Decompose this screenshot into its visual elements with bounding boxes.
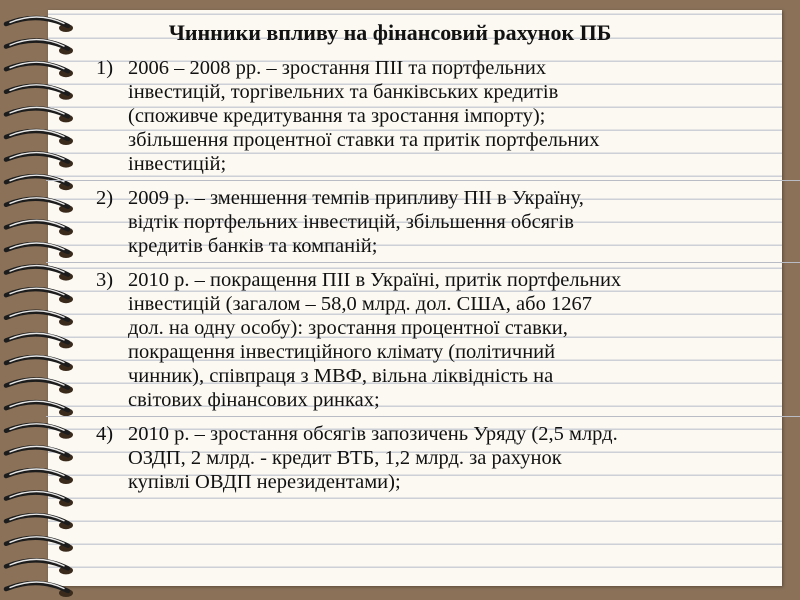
binding-ring	[6, 85, 73, 100]
item-text-line: кредитів банків та компаній;	[128, 235, 378, 257]
binding-ring	[6, 559, 73, 574]
item-number: 4)	[96, 423, 114, 445]
binding-ring	[6, 243, 73, 258]
binding-ring	[6, 356, 73, 371]
list-item	[96, 422, 786, 494]
item-text-line: світових фінансових ринках;	[128, 389, 380, 411]
item-text-line: 2006 – 2008 рр. – зростання ПІІ та портфельних	[128, 57, 547, 79]
item-text-line: 2010 р. – покращення ПІІ в Україні, притік портфельних	[128, 269, 622, 291]
item-text-line: 2010 р. – зростання обсягів запозичень Уряду (2,5 млрд.	[128, 423, 618, 445]
binding-ring	[6, 469, 73, 484]
list-item	[96, 268, 786, 412]
item-divider	[46, 262, 800, 263]
item-text-line: чинник), співпраця з МВФ, вільна ліквідність на	[128, 365, 554, 387]
item-divider	[46, 180, 800, 181]
item-number: 3)	[96, 269, 114, 291]
item-text-line: інвестицій, торгівельних та банківських кредитів	[128, 81, 559, 103]
binding-ring	[6, 153, 73, 168]
list-item	[96, 56, 786, 176]
item-text-line: збільшення процентної ставки та притік портфельних	[128, 129, 600, 151]
binding-ring	[6, 311, 73, 326]
binding-ring	[6, 107, 73, 122]
binding-ring	[6, 537, 73, 552]
binding-ring	[6, 492, 73, 507]
factors-list	[96, 56, 786, 494]
spiral-binding-icon	[0, 0, 90, 600]
item-text-line: (споживче кредитування та зростання імпорту);	[128, 105, 546, 127]
item-text-line: 2009 р. – зменшення темпів припливу ПІІ в Україну,	[128, 187, 584, 209]
binding-ring	[6, 333, 73, 348]
binding-ring	[6, 401, 73, 416]
binding-ring	[6, 288, 73, 303]
item-text-line: дол. на одну особу): зростання процентної ставки,	[128, 317, 568, 339]
item-text-line: інвестицій (загалом – 58,0 млрд. дол. США, або 1267	[128, 293, 592, 315]
binding-ring	[6, 198, 73, 213]
item-text-line: покращення інвестиційного клімату (політичний	[128, 341, 556, 363]
item-text-line: купівлі ОВДП нерезидентами);	[128, 471, 401, 493]
item-text-line: інвестицій;	[128, 153, 227, 175]
binding-ring	[6, 175, 73, 190]
binding-ring	[6, 266, 73, 281]
item-divider	[46, 416, 800, 417]
page-title: Чинники впливу на фінансовий рахунок ПБ	[168, 20, 612, 45]
binding-ring	[6, 424, 73, 439]
item-text-line: ОЗДП, 2 млрд. - кредит ВТБ, 1,2 млрд. за рахунок	[128, 447, 562, 469]
binding-ring	[6, 514, 73, 529]
item-number: 2)	[96, 187, 114, 209]
item-text-line: відтік портфельних інвестицій, збільшення обсягів	[128, 211, 574, 233]
binding-ring	[6, 130, 73, 145]
binding-ring	[6, 62, 73, 77]
binding-ring	[6, 582, 73, 597]
binding-ring	[6, 220, 73, 235]
item-number: 1)	[96, 57, 114, 79]
binding-ring	[6, 379, 73, 394]
list-item	[96, 186, 786, 258]
binding-ring	[6, 446, 73, 461]
